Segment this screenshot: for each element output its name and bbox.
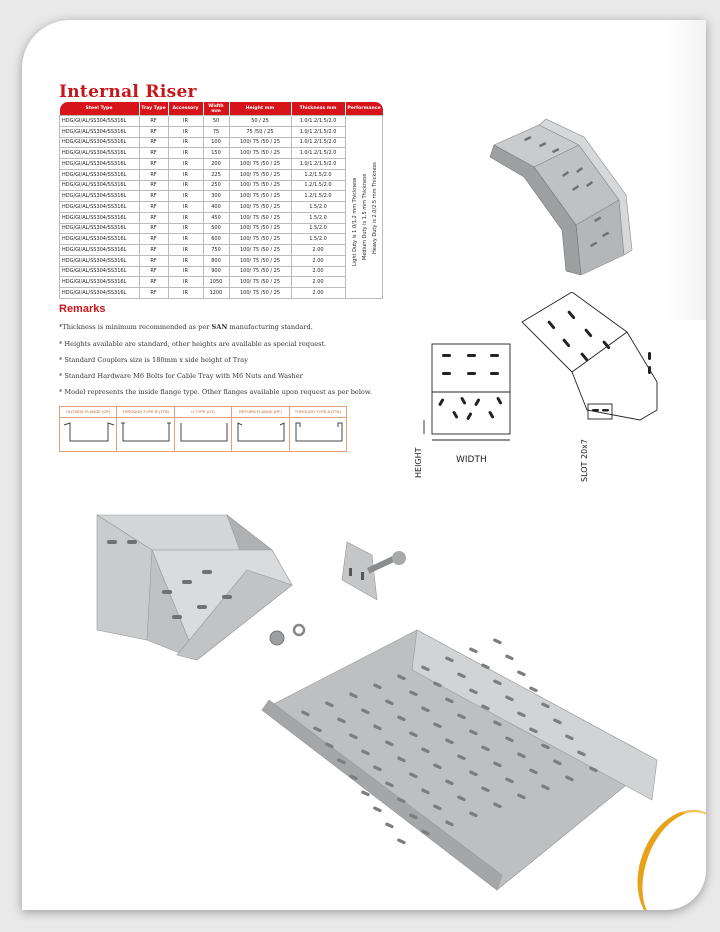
cell-accessory: IR [168,223,203,234]
tray-slot [373,806,383,813]
table-row [60,288,383,299]
cell-width: 50 [203,116,229,127]
cell-steel-type: HDG/GI/AL/SS304/SS316L [60,169,140,180]
table-row [60,234,383,245]
through-type-b-icon [121,421,171,443]
tray-slot [493,638,503,645]
page-title: Internal Riser [59,82,197,102]
cell-tray-type: RF [139,137,168,148]
cell-height: 100/ 75 /50 / 25 [229,234,291,245]
performance-note: Heavy Duty is 2.0/2.5 mm Thickness [371,162,378,254]
header-thickness: Thickness mm [291,102,345,116]
cell-thickness: 1.2/1.5/2.0 [291,169,345,180]
table-row [60,277,383,288]
cell-steel-type: HDG/GI/AL/SS304/SS316L [60,255,140,266]
cell-tray-type: RF [139,116,168,127]
performance-note: Light Duty is 1.0/1.2 mm Thickness [351,177,358,266]
cell-thickness: 2.00 [291,266,345,277]
cell-height: 75 /50 / 25 [229,126,291,137]
through-type-a-icon [294,421,344,443]
table-row [60,180,383,191]
cell-tray-type: RF [139,266,168,277]
table-row [60,212,383,223]
cell-thickness: 2.00 [291,255,345,266]
cell-thickness: 1.2/1.5/2.0 [291,191,345,202]
remarks-heading: Remarks [59,303,106,315]
table-row [60,126,383,137]
remark-line: * Standard Hardware M6 Bolts for Cable Tray with M6 Nuts and Washer [59,372,303,380]
cell-tray-type: RF [139,212,168,223]
table-row [60,169,383,180]
cell-steel-type: HDG/GI/AL/SS304/SS316L [60,148,140,159]
cell-tray-type: RF [139,245,168,256]
flange-types-strip [59,406,347,452]
cell-accessory: IR [168,191,203,202]
header-accessory: Accessory [168,102,203,116]
u-type-icon [179,421,229,443]
cell-thickness: 1.0/1.2/1.5/2.0 [291,148,345,159]
cell-thickness: 1.0/1.2/1.5/2.0 [291,159,345,170]
cell-accessory: IR [168,288,203,299]
cell-steel-type: HDG/GI/AL/SS304/SS316L [60,159,140,170]
flange-label: RETURN FLANGE (RF) [232,407,288,418]
header-steel-type: Steel Type [60,102,140,116]
cell-performance [345,116,383,299]
cell-width: 300 [203,191,229,202]
cell-steel-type: HDG/GI/AL/SS304/SS316L [60,212,140,223]
cell-steel-type: HDG/GI/AL/SS304/SS316L [60,234,140,245]
cell-tray-type: RF [139,148,168,159]
spec-table [59,102,383,299]
cell-accessory: IR [168,266,203,277]
cell-width: 1200 [203,288,229,299]
remark-line: * Model represents the inside flange type. Other flanges available upon request as per below. [59,388,372,396]
cell-width: 800 [203,255,229,266]
flange-through-a [290,407,346,451]
cell-accessory: IR [168,137,203,148]
cell-width: 100 [203,137,229,148]
cell-width: 450 [203,212,229,223]
cell-thickness: 1.5/2.0 [291,223,345,234]
cell-accessory: IR [168,148,203,159]
header-tray-type: Tray Type [139,102,168,116]
cell-width: 1050 [203,277,229,288]
cell-steel-type: HDG/GI/AL/SS304/SS316L [60,137,140,148]
cell-steel-type: HDG/GI/AL/SS304/SS316L [60,277,140,288]
cell-thickness: 1.5/2.0 [291,212,345,223]
spec-table-header [60,102,383,116]
cell-height: 100/ 75 /50 / 25 [229,159,291,170]
cell-height: 100/ 75 /50 / 25 [229,223,291,234]
table-row [60,137,383,148]
cell-steel-type: HDG/GI/AL/SS304/SS316L [60,266,140,277]
catalog-page [22,20,706,910]
height-label: HEIGHT [414,447,423,478]
cell-accessory: IR [168,180,203,191]
cell-accessory: IR [168,169,203,180]
cell-steel-type: HDG/GI/AL/SS304/SS316L [60,116,140,127]
tray-slot [469,647,479,654]
flange-u-type [175,407,232,451]
cell-steel-type: HDG/GI/AL/SS304/SS316L [60,223,140,234]
flange-label: U TYPE (UT) [175,407,231,418]
cell-steel-type: HDG/GI/AL/SS304/SS316L [60,180,140,191]
cell-width: 75 [203,126,229,137]
table-row [60,148,383,159]
header-performance: Performance [345,102,383,116]
remark-line: * Standard Couplers size is 180mm x side height of Tray [59,356,248,364]
header-width: Width mm [203,102,229,116]
cell-accessory: IR [168,116,203,127]
cell-thickness: 1.5/2.0 [291,234,345,245]
cell-accessory: IR [168,159,203,170]
cell-tray-type: RF [139,277,168,288]
cell-accessory: IR [168,126,203,137]
cell-thickness: 1.0/1.2/1.5/2.0 [291,116,345,127]
cell-steel-type: HDG/GI/AL/SS304/SS316L [60,191,140,202]
technical-drawing [412,292,682,487]
cell-height: 100/ 75 /50 / 25 [229,148,291,159]
remark-line: * Heights available are standard, other heights are available as special request. [59,340,327,348]
cell-tray-type: RF [139,288,168,299]
cell-width: 750 [203,245,229,256]
tray-slot [385,822,395,829]
table-row [60,223,383,234]
cell-accessory: IR [168,245,203,256]
cell-width: 225 [203,169,229,180]
tray-slot [397,838,407,845]
cell-height: 100/ 75 /50 / 25 [229,169,291,180]
cell-steel-type: HDG/GI/AL/SS304/SS316L [60,202,140,213]
cell-height: 100/ 75 /50 / 25 [229,137,291,148]
cell-width: 600 [203,234,229,245]
cell-accessory: IR [168,234,203,245]
cell-tray-type: RF [139,191,168,202]
cell-steel-type: HDG/GI/AL/SS304/SS316L [60,288,140,299]
flange-label: THROUGH TYPE B (TTB) [117,407,173,418]
cell-width: 250 [203,180,229,191]
table-row [60,191,383,202]
cell-height: 100/ 75 /50 / 25 [229,245,291,256]
flange-outside [60,407,117,451]
cell-height: 100/ 75 /50 / 25 [229,277,291,288]
page-swoosh-decoration [666,20,706,320]
cell-steel-type: HDG/GI/AL/SS304/SS316L [60,126,140,137]
cell-tray-type: RF [139,223,168,234]
return-flange-icon [236,421,286,443]
cell-height: 100/ 75 /50 / 25 [229,202,291,213]
cell-thickness: 2.00 [291,288,345,299]
flange-through-b [117,407,174,451]
table-row [60,245,383,256]
slot-label: SLOT 20x7 [580,439,589,482]
cell-thickness: 2.00 [291,245,345,256]
remark-line: *Thickness is minimum recommended as per SAN manufacturing standard. [59,323,313,331]
cable-tray-assembly-render [77,510,667,895]
cell-tray-type: RF [139,126,168,137]
cell-height: 100/ 75 /50 / 25 [229,180,291,191]
cell-accessory: IR [168,212,203,223]
flange-return [232,407,289,451]
cell-height: 100/ 75 /50 / 25 [229,212,291,223]
performance-note: Medium Duty is 1.5 mm Thickness [361,173,368,260]
cell-tray-type: RF [139,159,168,170]
table-row [60,159,383,170]
cell-tray-type: RF [139,234,168,245]
internal-riser-render [484,105,634,275]
flange-label: OUTSIDE FLANGE (OF) [60,407,116,418]
table-row [60,255,383,266]
tray-slot [517,670,527,677]
cell-width: 900 [203,266,229,277]
cell-steel-type: HDG/GI/AL/SS304/SS316L [60,245,140,256]
nut-icon [270,631,284,645]
cell-tray-type: RF [139,180,168,191]
cell-height: 100/ 75 /50 / 25 [229,288,291,299]
cell-thickness: 1.5/2.0 [291,202,345,213]
cell-thickness: 1.0/1.2/1.5/2.0 [291,137,345,148]
cell-thickness: 1.2/1.5/2.0 [291,180,345,191]
cell-width: 500 [203,223,229,234]
cell-thickness: 2.00 [291,277,345,288]
cell-width: 200 [203,159,229,170]
cell-tray-type: RF [139,202,168,213]
flange-label: THROUGH TYPE A (TTA) [290,407,346,418]
cell-height: 50 / 25 [229,116,291,127]
width-label: WIDTH [456,455,487,465]
table-row [60,266,383,277]
table-row [60,116,383,127]
cell-width: 400 [203,202,229,213]
cell-accessory: IR [168,277,203,288]
cell-width: 150 [203,148,229,159]
table-row [60,202,383,213]
outside-flange-icon [64,421,114,443]
cell-height: 100/ 75 /50 / 25 [229,255,291,266]
cell-height: 100/ 75 /50 / 25 [229,191,291,202]
header-height: Height mm [229,102,291,116]
cell-tray-type: RF [139,169,168,180]
washer-icon [294,625,304,635]
cell-height: 100/ 75 /50 / 25 [229,266,291,277]
cell-tray-type: RF [139,255,168,266]
cell-thickness: 1.0/1.2/1.5/2.0 [291,126,345,137]
tray-slot [505,654,515,661]
cell-accessory: IR [168,255,203,266]
cell-accessory: IR [168,202,203,213]
